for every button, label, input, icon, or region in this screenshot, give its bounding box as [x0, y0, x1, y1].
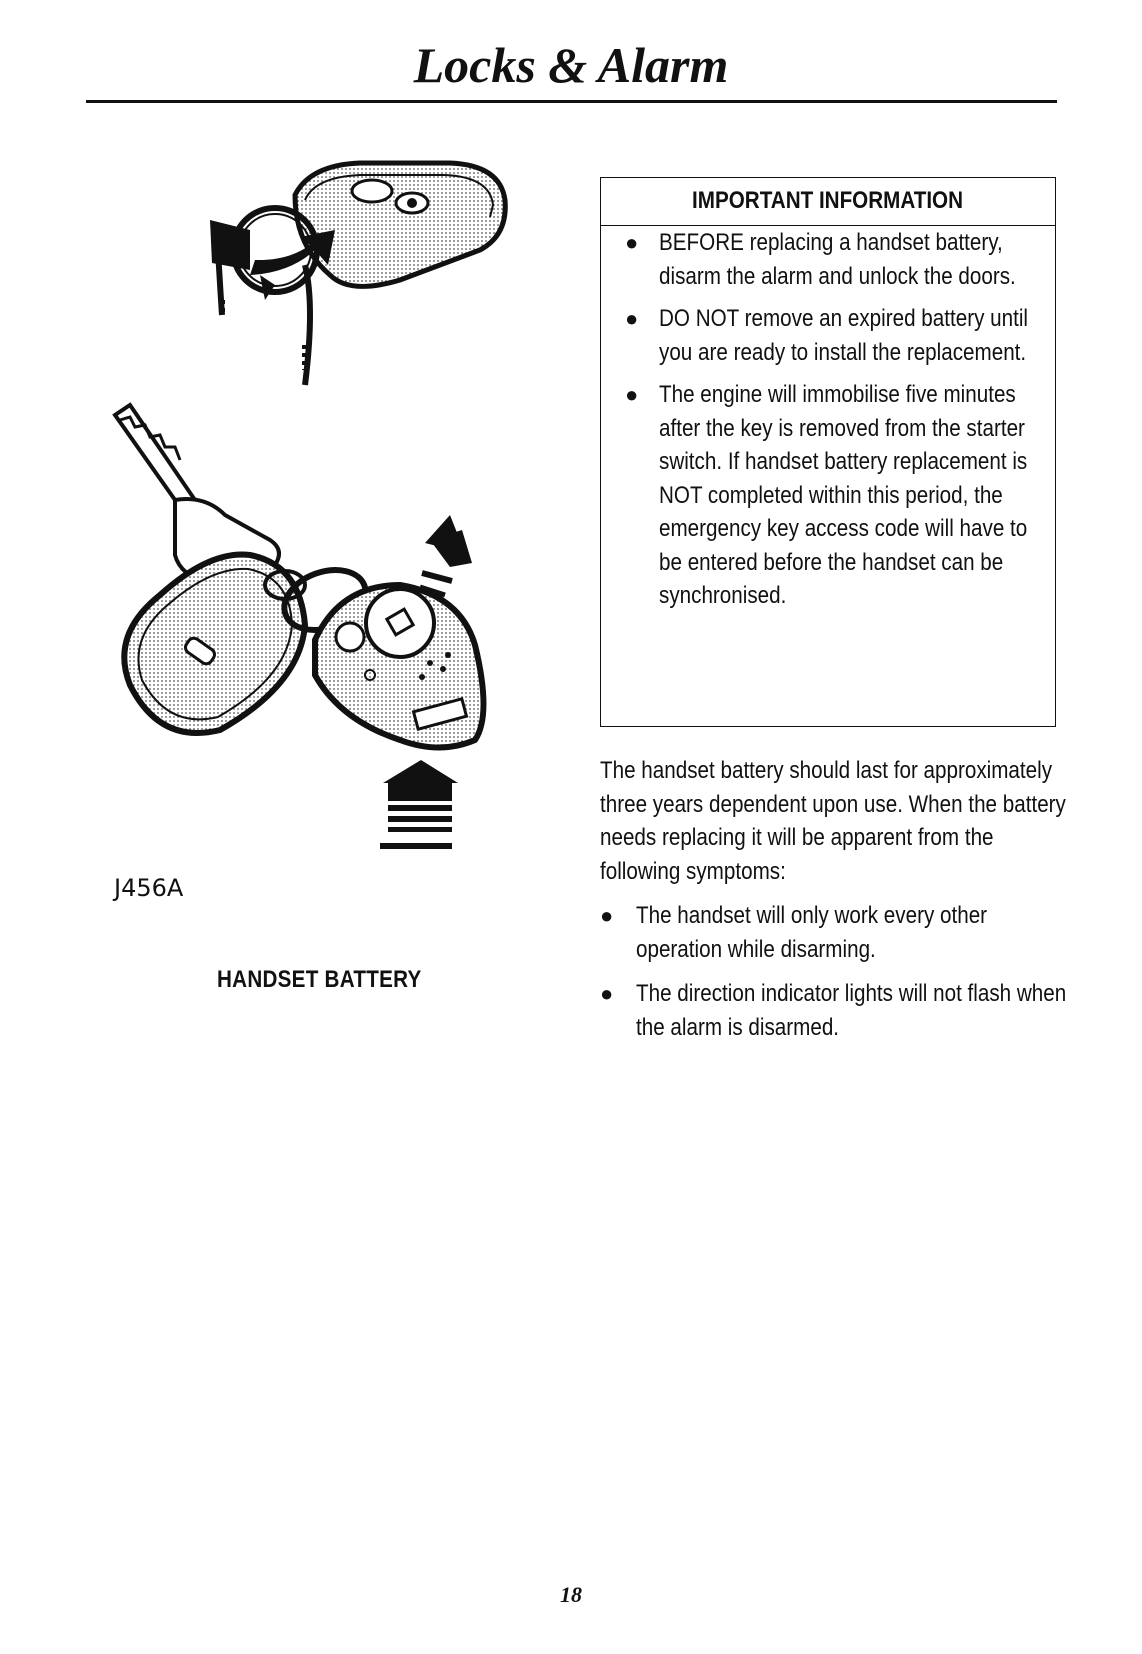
- page-number: 18: [560, 1582, 582, 1607]
- important-information-heading: IMPORTANT INFORMATION: [601, 178, 1055, 226]
- list-item: ● BEFORE replacing a handset battery, disarm the alarm and unlock the doors.: [621, 226, 1055, 293]
- handset-battery-illustration: [100, 155, 520, 915]
- up-arrow-icon: [420, 515, 472, 595]
- page-title: Locks & Alarm: [413, 37, 729, 93]
- push-arrow-icon: [380, 760, 458, 849]
- bullet-icon: ●: [625, 382, 639, 407]
- title-rule: [86, 100, 1057, 103]
- handset-cover-icon: [124, 555, 305, 734]
- list-item: ● DO NOT remove an expired battery until you are ready to install the replacement.: [621, 302, 1055, 369]
- bullet-icon: ●: [600, 903, 614, 928]
- bullet-icon: ●: [625, 230, 639, 255]
- important-information-box: [600, 177, 1056, 727]
- bullet-icon: ●: [625, 306, 639, 331]
- figure-caption: HANDSET BATTERY: [217, 966, 422, 993]
- list-item: ● The engine will immobilise five minutes after the key is removed from the starter switch. If handset battery replacement is NOT completed within this period, the emergency key access code will have to be entered before the handset can be synchronised.: [621, 378, 1055, 613]
- body-paragraph: The handset battery should last for approximately three years dependent upon use. When the battery needs replacing it will be apparent from the following symptoms:: [600, 757, 1066, 885]
- bullet-icon: ●: [600, 981, 614, 1006]
- list-item: ● The direction indicator lights will not flash when the alarm is disarmed.: [590, 977, 1070, 1044]
- figure-code: J456A: [114, 874, 184, 902]
- closed-handset-icon: [295, 163, 505, 286]
- handset-open-case-icon: [315, 585, 484, 748]
- important-information-list: [601, 226, 1055, 613]
- symptoms-list: [590, 899, 1070, 1055]
- list-item: ● The handset will only work every other operation while disarming.: [590, 899, 1070, 966]
